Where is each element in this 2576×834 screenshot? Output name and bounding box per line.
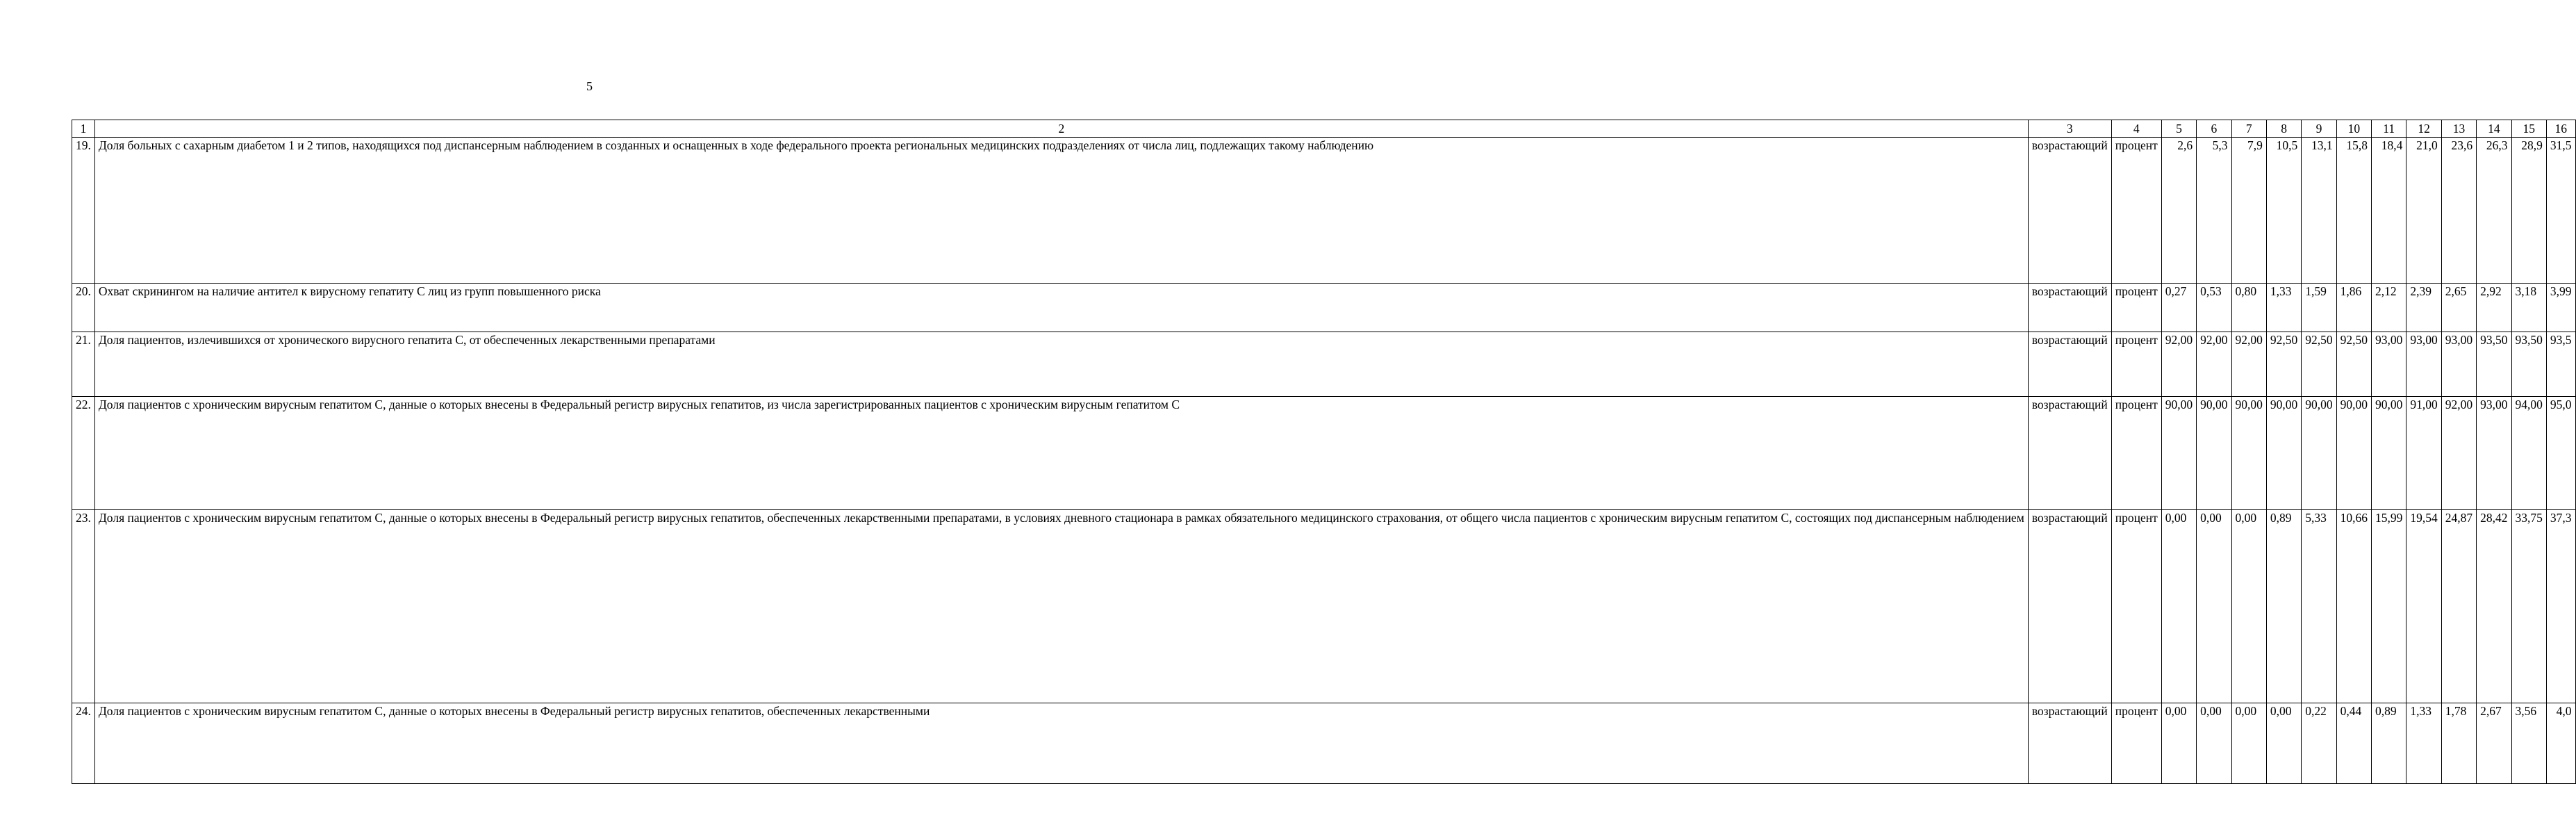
value-cell: 3,18: [2511, 284, 2546, 332]
column-number: 3: [2028, 120, 2111, 138]
value-cell: 93,00: [2441, 332, 2476, 397]
column-number: 12: [2406, 120, 2441, 138]
row-number: 23.: [72, 510, 95, 703]
value-cell: 24,87: [2441, 510, 2476, 703]
value-cell: 4,0: [2546, 703, 2575, 784]
value-cell: 10,5: [2266, 138, 2301, 284]
value-cell: 15,8: [2336, 138, 2371, 284]
table-row: [72, 703, 2576, 784]
column-number: 11: [2372, 120, 2406, 138]
value-cell: 92,00: [2161, 332, 2196, 397]
value-cell: 0,00: [2231, 703, 2266, 784]
indicator-name: Доля пациентов с хроническим вирусным гепатитом С, данные о которых внесены в Федеральный регистр вирусных гепатитов, обеспеченных лекарственными препаратами, в условиях дневного стационара в рамках обязательного медицинского страхования, от общего числа пациентов с хроническим вирусным гепатитом С, состоящих под диспансерным наблюдением: [94, 510, 2028, 703]
indicator-direction: возрастающий: [2028, 397, 2111, 510]
column-number: 1: [72, 120, 95, 138]
value-cell: 26,3: [2477, 138, 2511, 284]
value-cell: 7,9: [2231, 138, 2266, 284]
value-cell: 92,00: [2441, 397, 2476, 510]
indicator-direction: возрастающий: [2028, 284, 2111, 332]
value-cell: 0,44: [2336, 703, 2371, 784]
value-cell: 3,56: [2511, 703, 2546, 784]
value-cell: 90,00: [2372, 397, 2406, 510]
value-cell: 90,00: [2266, 397, 2301, 510]
column-number: 8: [2266, 120, 2301, 138]
value-cell: 0,00: [2231, 510, 2266, 703]
value-cell: 23,6: [2441, 138, 2476, 284]
value-cell: 93,50: [2511, 332, 2546, 397]
column-number: 13: [2441, 120, 2476, 138]
table-row: [72, 510, 2576, 703]
value-cell: 93,50: [2477, 332, 2511, 397]
value-cell: 0,00: [2161, 703, 2196, 784]
table-row: [72, 397, 2576, 510]
table-body: [72, 138, 2576, 784]
column-number: 4: [2111, 120, 2161, 138]
value-cell: 91,00: [2406, 397, 2441, 510]
table-row: [72, 284, 2576, 332]
column-number: 5: [2161, 120, 2196, 138]
table-row: [72, 138, 2576, 284]
indicator-unit: процент: [2111, 284, 2161, 332]
indicator-direction: возрастающий: [2028, 510, 2111, 703]
value-cell: 1,59: [2302, 284, 2336, 332]
value-cell: 13,1: [2302, 138, 2336, 284]
value-cell: 19,54: [2406, 510, 2441, 703]
value-cell: 92,50: [2266, 332, 2301, 397]
value-cell: 0,27: [2161, 284, 2196, 332]
value-cell: 1,33: [2406, 703, 2441, 784]
column-number: 14: [2477, 120, 2511, 138]
value-cell: 3,99: [2546, 284, 2575, 332]
indicator-unit: процент: [2111, 332, 2161, 397]
value-cell: 90,00: [2197, 397, 2231, 510]
value-cell: 28,9: [2511, 138, 2546, 284]
row-number: 22.: [72, 397, 95, 510]
row-number: 20.: [72, 284, 95, 332]
value-cell: 0,00: [2161, 510, 2196, 703]
value-cell: 5,3: [2197, 138, 2231, 284]
value-cell: 37,3: [2546, 510, 2575, 703]
value-cell: 2,65: [2441, 284, 2476, 332]
value-cell: 1,33: [2266, 284, 2301, 332]
column-number: 2: [94, 120, 2028, 138]
value-cell: 90,00: [2302, 397, 2336, 510]
column-number: 6: [2197, 120, 2231, 138]
value-cell: 2,6: [2161, 138, 2196, 284]
indicator-name: Доля пациентов, излечившихся от хронического вирусного гепатита С, от обеспеченных лекарственными препаратами: [94, 332, 2028, 397]
value-cell: 92,50: [2302, 332, 2336, 397]
value-cell: 94,00: [2511, 397, 2546, 510]
value-cell: 0,00: [2266, 703, 2301, 784]
value-cell: 90,00: [2231, 397, 2266, 510]
value-cell: 0,89: [2266, 510, 2301, 703]
indicator-direction: возрастающий: [2028, 138, 2111, 284]
row-number: 21.: [72, 332, 95, 397]
value-cell: 93,00: [2477, 397, 2511, 510]
page-number: 5: [586, 79, 593, 93]
value-cell: 21,0: [2406, 138, 2441, 284]
value-cell: 92,00: [2231, 332, 2266, 397]
indicator-unit: процент: [2111, 397, 2161, 510]
value-cell: 93,00: [2406, 332, 2441, 397]
value-cell: 95,0: [2546, 397, 2575, 510]
indicators-table: [72, 120, 2576, 784]
column-number-row: [72, 120, 2576, 138]
column-number: 7: [2231, 120, 2266, 138]
value-cell: 1,86: [2336, 284, 2371, 332]
indicator-name: Доля больных с сахарным диабетом 1 и 2 типов, находящихся под диспансерным наблюдением в созданных и оснащенных в ходе федерального проекта региональных медицинских подразделениях от числа лиц, подлежащих такому наблюдению: [94, 138, 2028, 284]
value-cell: 93,00: [2372, 332, 2406, 397]
indicator-direction: возрастающий: [2028, 332, 2111, 397]
value-cell: 1,78: [2441, 703, 2476, 784]
value-cell: 0,80: [2231, 284, 2266, 332]
value-cell: 0,00: [2197, 703, 2231, 784]
indicator-name: Доля пациентов с хроническим вирусным гепатитом С, данные о которых внесены в Федеральный регистр вирусных гепатитов, обеспеченных лекарственными: [94, 703, 2028, 784]
value-cell: 93,5: [2546, 332, 2575, 397]
row-number: 19.: [72, 138, 95, 284]
indicator-name: Доля пациентов с хроническим вирусным гепатитом С, данные о которых внесены в Федеральный регистр вирусных гепатитов, из числа зарегистрированных пациентов с хроническим вирусным гепатитом С: [94, 397, 2028, 510]
value-cell: 92,50: [2336, 332, 2371, 397]
value-cell: 0,00: [2197, 510, 2231, 703]
column-number: 10: [2336, 120, 2371, 138]
value-cell: 15,99: [2372, 510, 2406, 703]
value-cell: 31,5: [2546, 138, 2575, 284]
value-cell: 90,00: [2161, 397, 2196, 510]
indicator-name: Охват скринингом на наличие антител к вирусному гепатиту С лиц из групп повышенного риска: [94, 284, 2028, 332]
column-number: 16: [2546, 120, 2575, 138]
value-cell: 90,00: [2336, 397, 2371, 510]
value-cell: 2,12: [2372, 284, 2406, 332]
value-cell: 0,22: [2302, 703, 2336, 784]
indicator-unit: процент: [2111, 138, 2161, 284]
table-row: [72, 332, 2576, 397]
value-cell: 33,75: [2511, 510, 2546, 703]
value-cell: 92,00: [2197, 332, 2231, 397]
indicator-unit: процент: [2111, 510, 2161, 703]
value-cell: 2,39: [2406, 284, 2441, 332]
value-cell: 0,53: [2197, 284, 2231, 332]
value-cell: 10,66: [2336, 510, 2371, 703]
value-cell: 18,4: [2372, 138, 2406, 284]
value-cell: 0,89: [2372, 703, 2406, 784]
indicator-direction: возрастающий: [2028, 703, 2111, 784]
indicator-unit: процент: [2111, 703, 2161, 784]
column-number: 15: [2511, 120, 2546, 138]
column-number: 9: [2302, 120, 2336, 138]
value-cell: 2,67: [2477, 703, 2511, 784]
value-cell: 2,92: [2477, 284, 2511, 332]
value-cell: 5,33: [2302, 510, 2336, 703]
row-number: 24.: [72, 703, 95, 784]
value-cell: 28,42: [2477, 510, 2511, 703]
